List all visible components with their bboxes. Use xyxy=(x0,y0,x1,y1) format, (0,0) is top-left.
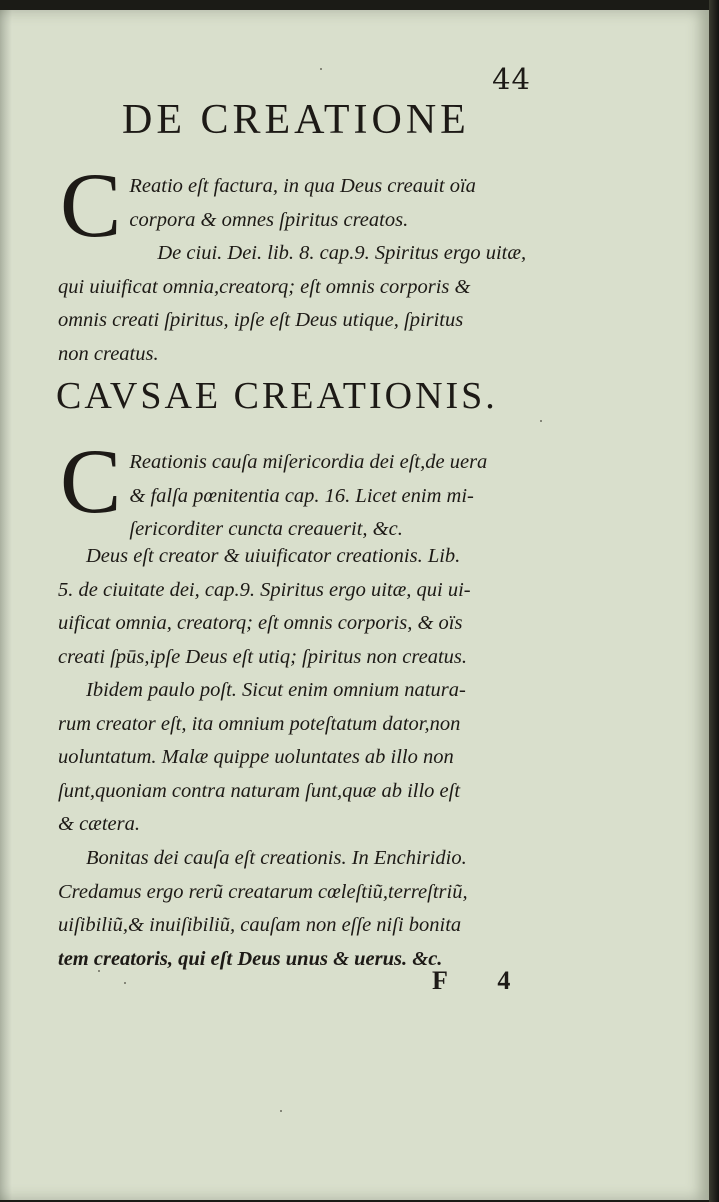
section-definition xyxy=(58,154,558,371)
spine-shadow xyxy=(0,10,12,1200)
text-line: & cætera. xyxy=(58,813,140,835)
text-line: corpora & omnes ſpiritus creatos. xyxy=(129,208,409,231)
text-line: Ibidem paulo poſt. Sicut enim omnium natura- xyxy=(86,679,466,701)
text-line: non creatus. xyxy=(58,342,159,365)
text-line: & falſa pœnitentia cap. 16. Licet enim mi- xyxy=(129,484,474,507)
dropcap-1: C xyxy=(60,154,122,256)
text-line: creati ſpūs,ipſe Deus eſt utiq; ſpiritus non creatus. xyxy=(58,645,468,668)
text-line: omnis creati ſpiritus, ipſe eſt Deus utique, ſpiritus xyxy=(58,309,464,331)
text-line: uificat omnia, creatorq; eſt omnis corporis, & oïs xyxy=(58,612,463,634)
text-line: tem creatoris, qui eſt Deus unus & uerus. &c. xyxy=(58,947,443,970)
section-ibidem xyxy=(58,674,558,842)
heading-de-creatione: DE CREATIONE xyxy=(122,97,470,143)
book-edge xyxy=(709,0,719,1202)
text-line: ſunt,quoniam contra naturam ſunt,quæ ab illo eſt xyxy=(58,779,461,802)
heading-causae-creationis: CAVSAE CREATIONIS. xyxy=(56,375,498,417)
section-bonitas xyxy=(58,842,558,976)
signature-mark: F 4 xyxy=(432,966,533,995)
text-line: Reationis cauſa miſericordia dei eſt,de uera xyxy=(129,451,488,473)
text-line: ſericorditer cuncta creauerit, &c. xyxy=(129,518,403,540)
text-line: qui uiuificat omnia,creatorq; eſt omnis corporis & xyxy=(58,275,471,298)
text-line: uoluntatum. Malæ quippe uoluntates ab illo non xyxy=(58,746,454,768)
text-line: De ciui. Dei. lib. 8. cap.9. Spiritus ergo uitæ, xyxy=(157,242,527,264)
text-line: Reatio eſt factura, in qua Deus creauit oïa xyxy=(129,175,476,197)
dropcap-2: C xyxy=(60,430,122,532)
page-number: 44 xyxy=(492,62,531,96)
text-line: uiſibiliũ,& inuiſibiliũ, cauſam non eſſe niſi bonita xyxy=(58,914,462,936)
text-line: Credamus ergo rerũ creatarum cœleſtiũ,terreſtriũ, xyxy=(58,880,468,903)
section-causae xyxy=(58,430,558,547)
text-line: Bonitas dei cauſa eſt creationis. In Enchiridio. xyxy=(86,847,467,869)
text-line: rum creator eſt, ita omnium poteſtatum dator,non xyxy=(58,712,461,735)
text-line: Deus eſt creator & uiuificator creationis. Lib. xyxy=(86,545,461,567)
book-page xyxy=(0,10,709,1200)
section-deus-creator xyxy=(58,540,558,674)
text-line: 5. de ciuitate dei, cap.9. Spiritus ergo uitæ, qui ui- xyxy=(58,578,471,601)
